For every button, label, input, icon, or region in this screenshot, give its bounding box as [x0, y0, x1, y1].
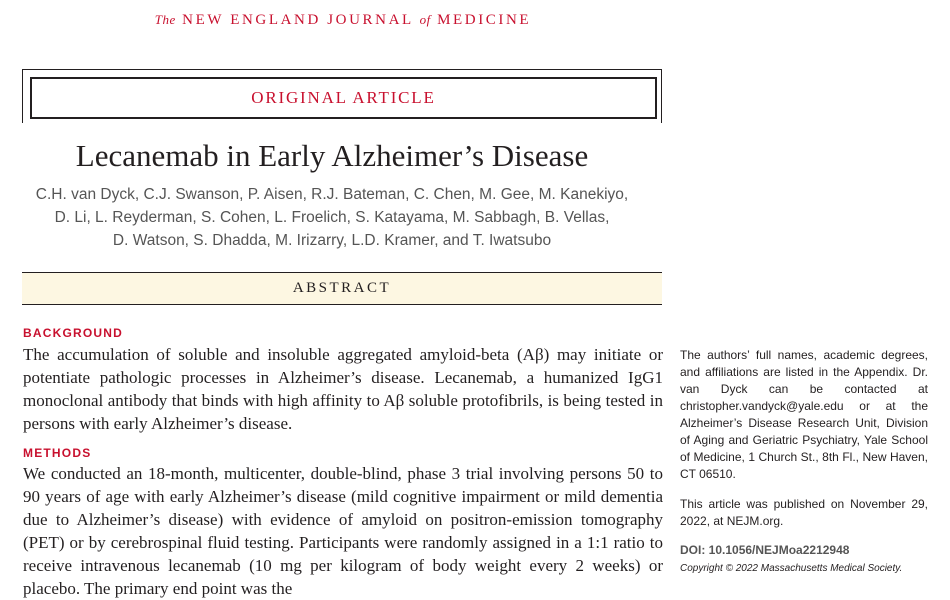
author-affiliation-note: The authors’ full names, academic degrees, and affiliations are listed in the Appendix. Dr. van Dyck can be contacted at christopher.vandyck@yale.edu or at the Alzheimer’s Disease Research Unit, Division of Aging and Geriatric Psychiatry, Yale School of Medicine, 1 Church St., 8th Fl., New Haven, CT 06510.: [680, 348, 928, 481]
doi-label: DOI: 10.1056/NEJMoa2212948: [680, 543, 850, 557]
publication-note: This article was published on November 29, 2022, at NEJM.org.: [680, 497, 928, 528]
author-line: D. Watson, S. Dhadda, M. Irizarry, L.D. Kramer, and T. Iwatsubo: [112, 232, 552, 249]
author-list: [20, 183, 644, 252]
methods-text: We conducted an 18-month, multicenter, double-blind, phase 3 trial involving persons 50 to 90 years of age with early Alzheimer’s disease (mild cognitive impairment or mild dementia due to Alzheimer’s disease) with evidence of amyloid on positron-emission tomography (PET) or by cerebrospinal fluid testing. Participants were randomly assigned in a 1:1 ratio to receive intravenous lecanemab (10 mg per kilogram of body weight every 2 weeks) or placebo. The primary end point was the: [23, 464, 663, 598]
author-line: D. Li, L. Reyderman, S. Cohen, L. Froelich, S. Katayama, M. Sabbagh, B. Vellas,: [54, 209, 610, 226]
journal-masthead: [0, 12, 686, 29]
journal-name-part1: NEW ENGLAND JOURNAL: [182, 12, 414, 28]
article-type-label: ORIGINAL ARTICLE: [30, 77, 657, 119]
author-line: C.H. van Dyck, C.J. Swanson, P. Aisen, R.J. Bateman, C. Chen, M. Gee, M. Kanekiyo,: [35, 186, 629, 203]
article-title: Lecanemab in Early Alzheimer’s Disease: [75, 138, 589, 173]
copyright-note: Copyright © 2022 Massachusetts Medical Society.: [680, 563, 903, 574]
journal-of: of: [419, 12, 431, 27]
background-heading: BACKGROUND: [23, 326, 123, 340]
methods-heading: METHODS: [23, 446, 92, 460]
journal-name-part2: MEDICINE: [437, 12, 532, 28]
background-text: The accumulation of soluble and insoluble aggregated amyloid-beta (Aβ) may initiate or potentiate pathologic processes in Alzheimer’s disease. Lecanemab, a humanized IgG1 monoclonal antibody that binds with high affinity to Aβ soluble protofibrils, is being tested in persons with early Alzheimer’s disease.: [23, 345, 663, 433]
journal-the: The: [154, 12, 176, 27]
abstract-heading: ABSTRACT: [22, 272, 662, 305]
